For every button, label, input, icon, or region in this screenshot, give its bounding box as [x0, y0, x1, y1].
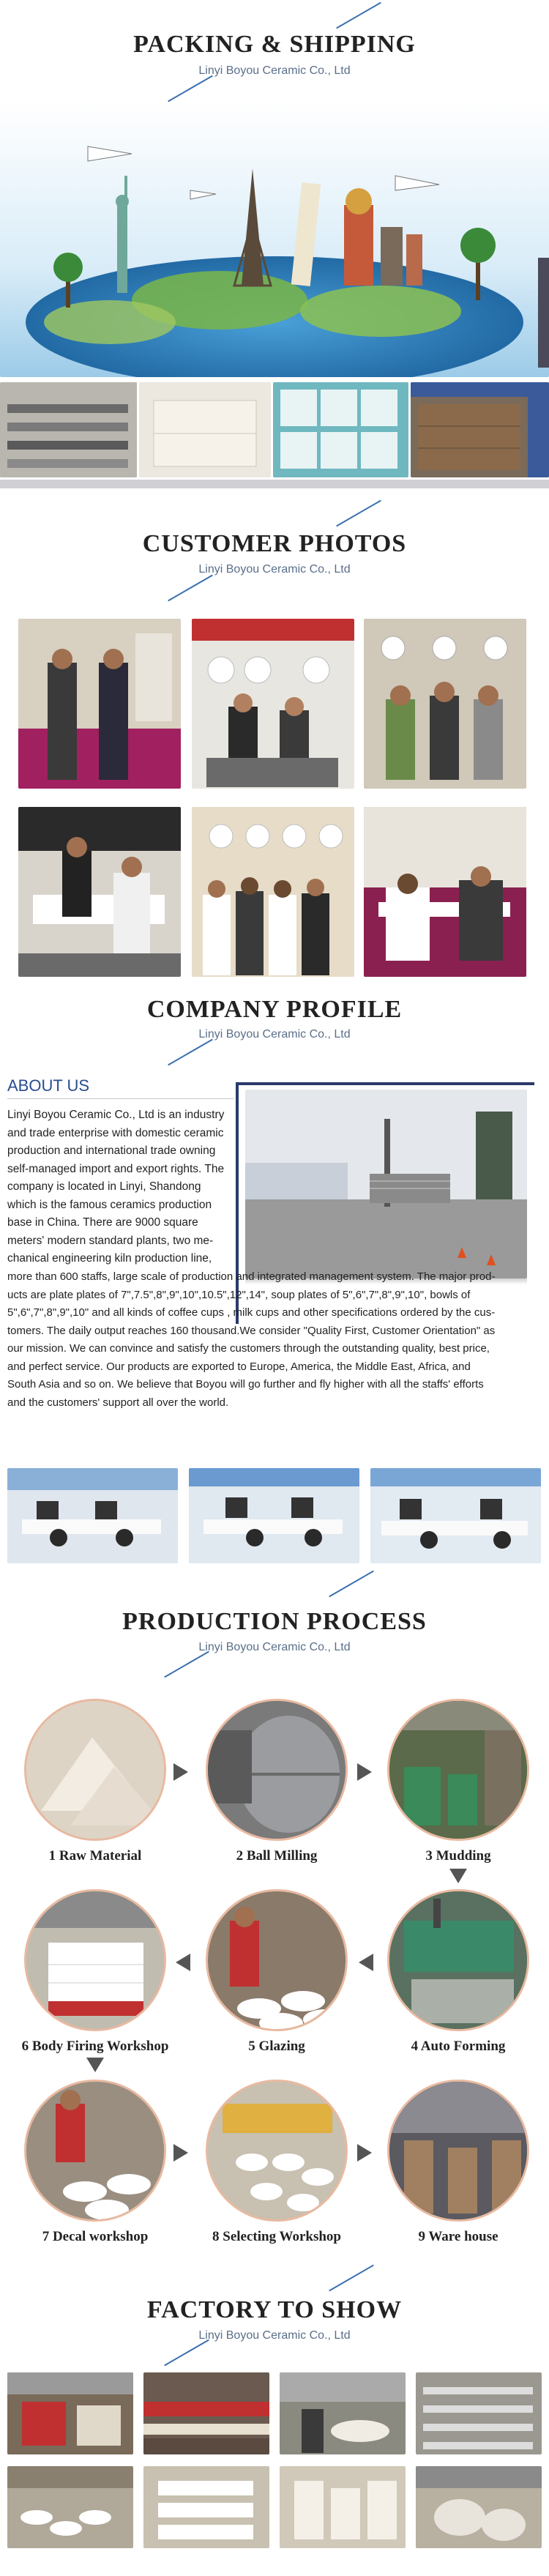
about-line: ucts are plate plates of 7",7.5",8",9",10",10.5",12",14", soup plates of 5",6",7",8",9",10", bowls of: [7, 1288, 471, 1301]
factory-photo-6: [143, 2466, 269, 2548]
customer-photo-4: [18, 807, 181, 977]
about-heading: ABOUT US: [7, 1076, 90, 1095]
office-photo-1: [7, 1468, 178, 1563]
arrow-right-icon: [173, 2144, 188, 2162]
packing-subtitle: Linyi Boyou Ceramic Co., Ltd: [198, 64, 351, 77]
factory-gate-image: [245, 1090, 527, 1278]
process-section: [0, 1567, 549, 2270]
process-image-mudding: [387, 1699, 529, 1841]
decor-slash: [329, 1571, 374, 1598]
about-line: our mission. We can convince and satisfy the customers through the outstanding quality, best price,: [7, 1342, 490, 1355]
process-image-raw-material: [24, 1699, 166, 1841]
decor-slash: [168, 575, 213, 602]
process-label-9: 9 Ware house: [418, 2229, 498, 2244]
factory-photo-2: [143, 2372, 269, 2454]
about-line: South Asia and so on. We believe that Boyou will go further and fly higher with all the staffs' efforts: [7, 1378, 484, 1391]
process-label-2: 2 Ball Milling: [236, 1848, 318, 1864]
decor-slash: [164, 2339, 209, 2367]
travel-banner-image: [0, 103, 549, 377]
factory-subtitle: Linyi Boyou Ceramic Co., Ltd: [198, 2329, 351, 2342]
process-title: PRODUCTION PROCESS: [122, 1608, 427, 1635]
process-label-5: 5 Glazing: [248, 2039, 305, 2054]
about-line: and trade enterprise with domestic ceramic: [7, 1126, 224, 1139]
factory-photo-8: [416, 2466, 542, 2548]
arrow-right-icon: [357, 2144, 372, 2162]
about-line: and perfect service. Our products are exported to Europe, America, the Middle East, Africa, and: [7, 1360, 471, 1373]
profile-subtitle: Linyi Boyou Ceramic Co., Ltd: [198, 1028, 351, 1041]
profile-title: COMPANY PROFILE: [146, 996, 403, 1023]
factory-photo-5: [7, 2466, 133, 2548]
about-line: company is located in Linyi, Shandong: [7, 1180, 201, 1193]
about-line: chanical engineering kiln production line,: [7, 1252, 212, 1265]
customer-title: CUSTOMER PHOTOS: [142, 530, 407, 557]
packing-photo-4: [411, 382, 549, 477]
packing-bottom-bar: [0, 480, 549, 488]
office-photo-2: [189, 1468, 359, 1563]
packing-photo-3: [273, 382, 408, 477]
about-line: and the customers' support all over the world.: [7, 1396, 229, 1409]
about-line: more than 600 staffs, large scale of production and integrated management system. The major prod-: [7, 1270, 496, 1283]
office-photo-3: [370, 1468, 541, 1563]
arrow-right-icon: [357, 1763, 372, 1781]
arrow-left-icon: [359, 1954, 373, 1971]
decor-slash: [164, 1651, 209, 1678]
process-subtitle: Linyi Boyou Ceramic Co., Ltd: [198, 1641, 351, 1653]
about-line: self-managed import and export rights. The: [7, 1162, 225, 1175]
process-image-body-firing: [24, 1889, 166, 2031]
arrow-right-icon: [173, 1763, 188, 1781]
customer-photo-3: [364, 619, 526, 789]
about-paragraph-full: [7, 1268, 545, 1412]
customer-section: [0, 498, 549, 981]
customer-subtitle: Linyi Boyou Ceramic Co., Ltd: [198, 563, 351, 576]
decor-slash: [168, 1039, 213, 1066]
process-image-decal: [24, 2080, 166, 2222]
packing-photo-2: [139, 382, 271, 477]
process-image-ball-milling: [206, 1699, 348, 1841]
factory-photo-4: [416, 2372, 542, 2454]
factory-photo-1: [7, 2372, 133, 2454]
customer-photo-5: [192, 807, 354, 977]
process-label-4: 4 Auto Forming: [411, 2039, 506, 2054]
customer-photo-6: [364, 807, 526, 977]
arrow-down-icon: [449, 1869, 467, 1883]
about-line: 5",6",7",8",9",10" and all kinds of coffee cups , milk cups and other specifications ordered by the cus-: [7, 1306, 496, 1319]
about-paragraph-narrow: [7, 1106, 242, 1268]
about-line: Linyi Boyou Ceramic Co., Ltd is an industry: [7, 1109, 225, 1121]
decor-slash: [336, 500, 381, 527]
factory-photo-3: [280, 2372, 406, 2454]
about-line: production and international trade owning: [7, 1144, 216, 1157]
packing-photo-1: [0, 382, 137, 477]
process-label-8: 8 Selecting Workshop: [212, 2229, 341, 2244]
process-image-glazing: [206, 1889, 348, 2031]
customer-photo-1: [18, 619, 181, 789]
banner-right-edge: [538, 258, 549, 368]
packing-section: [0, 0, 549, 498]
profile-section: [0, 981, 549, 1567]
about-line: base in China. There are 9000 square: [7, 1216, 198, 1229]
process-image-auto-forming: [387, 1889, 529, 2031]
process-image-warehouse: [387, 2080, 529, 2222]
arrow-down-icon: [86, 2058, 104, 2072]
process-label-3: 3 Mudding: [425, 1848, 491, 1864]
about-heading-underline: [7, 1098, 234, 1099]
arrow-left-icon: [176, 1954, 190, 1971]
process-label-1: 1 Raw Material: [48, 1848, 142, 1864]
about-line: meters' modern standard plants, two me-: [7, 1234, 214, 1247]
factory-photo-7: [280, 2466, 406, 2548]
decor-slash: [168, 75, 213, 103]
about-line: which is the famous ceramics production: [7, 1198, 212, 1211]
about-line: tomers. The daily output reaches 160 thousand.We consider "Quality First, Customer Orientation" as: [7, 1324, 496, 1337]
decor-slash: [336, 2, 381, 29]
process-label-7: 7 Decal workshop: [42, 2229, 149, 2244]
process-label-6: 6 Body Firing Workshop: [21, 2039, 169, 2054]
packing-title: PACKING & SHIPPING: [133, 31, 416, 58]
factory-section: [0, 2270, 549, 2576]
factory-title: FACTORY TO SHOW: [146, 2296, 403, 2323]
process-image-selecting: [206, 2080, 348, 2222]
customer-photo-2: [192, 619, 354, 789]
